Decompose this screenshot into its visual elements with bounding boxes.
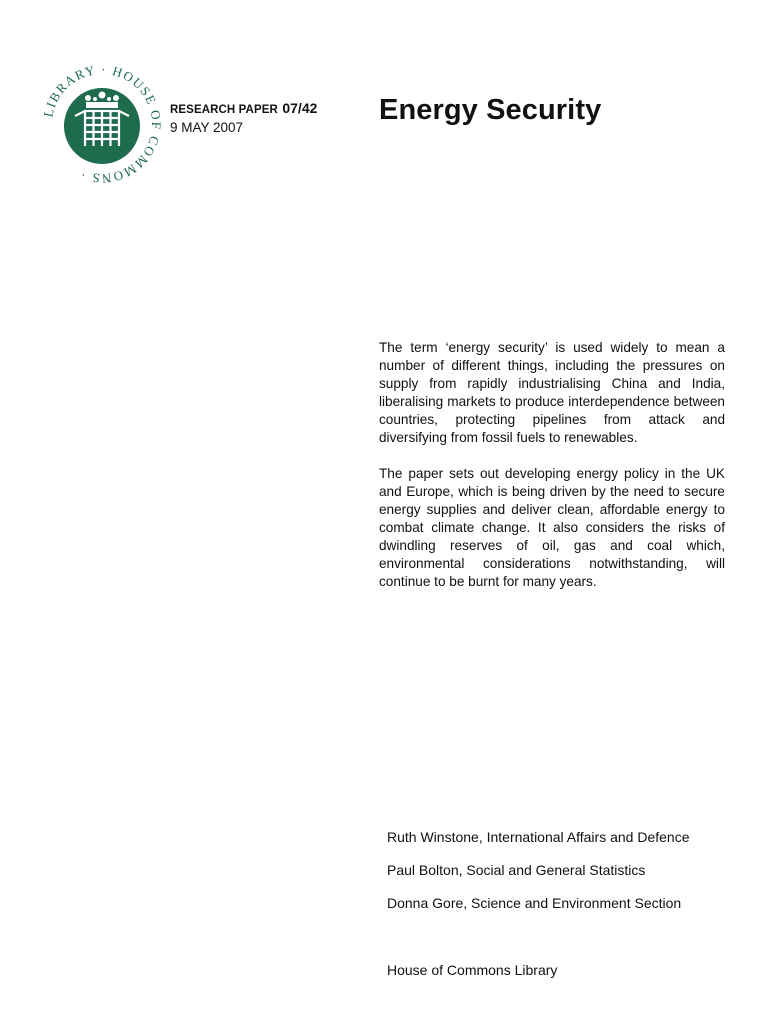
paper-metadata [170,100,350,137]
portcullis-seal-icon [42,64,162,184]
author-list [387,828,747,927]
abstract-paragraph: The paper sets out developing energy policy in the UK and Europe, which is being driven by the need to secure energy supplies and deliver clean, affordable energy to combat climate change. It also considers the risks of dwindling reserves of oil, gas and coal which, environmental considerations notwithstanding, will continue to be burnt for many years. [379,466,725,589]
publisher: House of Commons Library [387,962,558,978]
abstract-paragraph: The term ‘energy security’ is used widely to mean a number of different things, including the pressures on supply from rapidly industrialising China and India, liberalising markets to produce interdependence between countries, protecting pipelines from attack and diversifying from fossil fuels to renewables. [379,340,725,445]
paper-label: RESEARCH PAPER [170,104,278,116]
logo-arc-text: LIBRARY · HOUSE COMMONS · [42,64,162,184]
author-entry: Ruth Winstone, International Affairs and Defence [387,829,690,845]
abstract [379,339,725,609]
paper-date: 9 MAY 2007 [170,120,244,135]
author-entry: Donna Gore, Science and Environment Section [387,895,682,911]
house-of-commons-library-logo [42,64,162,184]
author-entry: Paul Bolton, Social and General Statistics [387,862,646,878]
paper-id [170,100,350,119]
paper-number: 07/42 [282,100,318,116]
document-title: Energy Security [379,94,602,126]
